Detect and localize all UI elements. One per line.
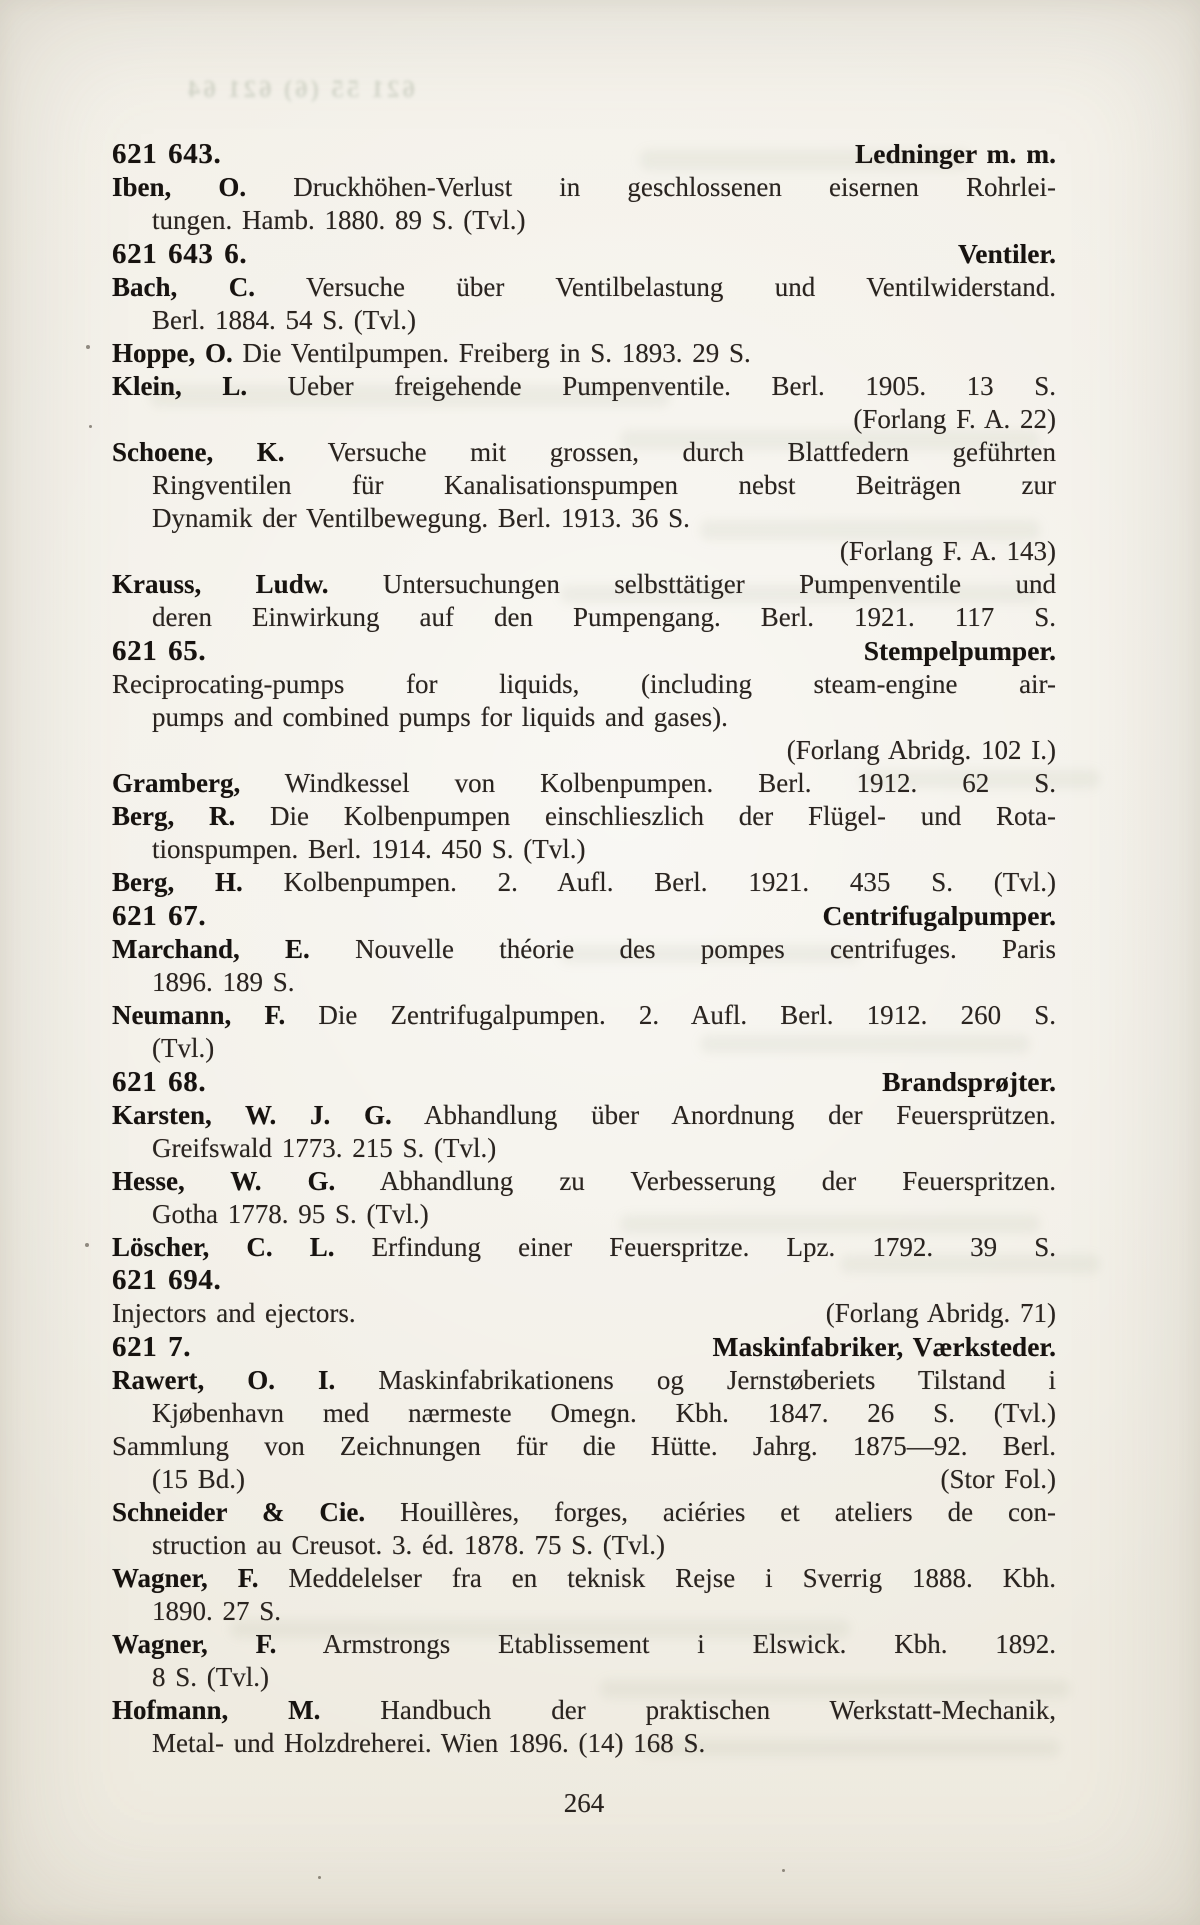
entry-line xyxy=(112,1694,1056,1727)
author-name: Schoene, K. xyxy=(112,437,285,467)
entry-text: 1890. 27 S. xyxy=(152,1596,282,1626)
author-name: Gramberg, xyxy=(112,768,241,798)
entry-text: Metal- und Holzdreherei. Wien 1896. (14) 168 S. xyxy=(152,1728,706,1758)
author-name: Marchand, E. xyxy=(112,934,310,964)
entry-text: Nouvelle théorie des pompes centrifuges. Paris xyxy=(355,934,1056,964)
classification-code: 621 7. xyxy=(112,1331,192,1363)
entry-continuation xyxy=(112,701,1056,734)
entry-text: Sammlung von Zeichnungen für die Hütte. Jahrg. 1875—92. Berl. xyxy=(112,1431,1056,1461)
section-heading xyxy=(112,237,1056,271)
note-text: (Forlang F. A. 22) xyxy=(853,404,1056,434)
entry-text: Reciprocating-pumps for liquids, (including steam-engine air- xyxy=(112,669,1056,699)
section-heading xyxy=(112,1264,1056,1297)
entry-line xyxy=(112,866,1056,899)
ink-speck xyxy=(782,1869,785,1872)
reference-note xyxy=(112,403,1056,436)
entry-text: Houillères, forges, aciéries et ateliers de con- xyxy=(400,1497,1057,1527)
entry-continuation xyxy=(112,1595,1056,1628)
entry-text: Handbuch der praktischen Werkstatt-Mechanik, xyxy=(380,1695,1057,1725)
section-heading xyxy=(112,137,1056,171)
author-name: Neumann, F. xyxy=(112,1000,286,1030)
entry-text: Erfindung einer Feuerspritze. Lpz. 1792. 39 S. xyxy=(371,1232,1057,1262)
entry-continuation xyxy=(112,204,1056,237)
classification-code: 621 68. xyxy=(112,1066,207,1098)
entry-line xyxy=(112,1099,1056,1132)
entry-text: Injectors and ejectors. xyxy=(112,1298,356,1328)
entry-text: Versuche mit grossen, durch Blattfedern geführten xyxy=(327,437,1056,467)
ink-speck xyxy=(86,345,90,349)
entry-text: struction au Creusot. 3. éd. 1878. 75 S. (Tvl.) xyxy=(152,1530,665,1560)
entry-line xyxy=(112,933,1056,966)
note-text: (Forlang Abridg. 102 I.) xyxy=(786,735,1056,765)
entry-continuation xyxy=(112,502,1056,535)
entry-line xyxy=(112,767,1056,800)
entry-line xyxy=(112,436,1056,469)
entry-line xyxy=(112,800,1056,833)
section-heading xyxy=(112,1330,1056,1364)
author-name: Löscher, C. L. xyxy=(112,1232,335,1262)
reference-note xyxy=(112,535,1056,568)
entry-continuation xyxy=(112,304,1056,337)
author-name: Krauss, Ludw. xyxy=(112,569,329,599)
entry-line xyxy=(112,337,1056,370)
catalog-text-block xyxy=(112,137,1056,1760)
entry-text: Dynamik der Ventilbewegung. Berl. 1913. 36 S. xyxy=(152,503,690,533)
page-number: 264 xyxy=(563,1788,605,1818)
entry-text: Windkessel von Kolbenpumpen. Berl. 1912. 62 S. xyxy=(284,768,1056,798)
entry-line xyxy=(112,1165,1056,1198)
ink-speck xyxy=(85,1243,89,1247)
entry-text: (15 Bd.) xyxy=(152,1464,245,1494)
entry-text: Ringventilen für Kanalisationspumpen nebst Beiträgen zur xyxy=(152,470,1056,500)
note-text: (Forlang F. A. 143) xyxy=(839,536,1056,566)
ink-speck xyxy=(89,425,92,428)
ink-speck xyxy=(318,1876,321,1879)
entry-continuation xyxy=(112,1032,1056,1065)
entry-line xyxy=(112,271,1056,304)
author-name: Hofmann, M. xyxy=(112,1695,321,1725)
entry-text: 1896. 189 S. xyxy=(152,967,295,997)
entry-text: Kjøbenhavn med nærmeste Omegn. Kbh. 1847. 26 S. (Tvl.) xyxy=(152,1398,1056,1428)
entry-text: Gotha 1778. 95 S. (Tvl.) xyxy=(152,1199,429,1229)
bleed-through-header: 621 55 (6) 621 64 xyxy=(184,76,415,103)
entry-text: Armstrongs Etablissement i Elswick. Kbh. 1892. xyxy=(322,1629,1057,1659)
entry-text: Untersuchungen selbsttätiger Pumpenventile und xyxy=(382,569,1056,599)
entry-line xyxy=(112,370,1056,403)
author-name: Bach, C. xyxy=(112,272,255,302)
section-heading xyxy=(112,899,1056,933)
entry-line xyxy=(112,1430,1056,1463)
classification-code: 621 65. xyxy=(112,635,207,667)
entry-line xyxy=(112,668,1056,701)
author-name: Karsten, W. J. G. xyxy=(112,1100,392,1130)
entry-text: Versuche über Ventilbelastung und Ventilwiderstand. xyxy=(305,272,1056,302)
entry-line xyxy=(112,1231,1056,1264)
section-heading xyxy=(112,1065,1056,1099)
entry-text: Berl. 1884. 54 S. (Tvl.) xyxy=(152,305,416,335)
entry-continuation xyxy=(112,469,1056,502)
entry-continuation xyxy=(112,1529,1056,1562)
classification-code: 621 694. xyxy=(112,1264,222,1296)
entry-continuation xyxy=(112,601,1056,634)
section-title: Brandsprøjter. xyxy=(882,1066,1056,1097)
author-name: Klein, L. xyxy=(112,371,248,401)
author-name: Iben, O. xyxy=(112,172,247,202)
section-title: Stempelpumper. xyxy=(863,635,1056,666)
section-title: Centrifugalpumper. xyxy=(822,900,1056,931)
classification-code: 621 643. xyxy=(112,138,222,170)
entry-text: 8 S. (Tvl.) xyxy=(152,1662,269,1692)
entry-text: Maskinfabrikationens og Jernstøberiets Tilstand i xyxy=(378,1365,1056,1395)
note-text: (Forlang Abridg. 71) xyxy=(825,1298,1056,1328)
author-name: Berg, R. xyxy=(112,801,236,831)
author-name: Schneider & Cie. xyxy=(112,1497,366,1527)
entry-continuation xyxy=(112,1198,1056,1231)
author-name: Wagner, F. xyxy=(112,1629,277,1659)
entry-continuation xyxy=(112,833,1056,866)
entry-text: Greifswald 1773. 215 S. (Tvl.) xyxy=(152,1133,497,1163)
entry-text: (Tvl.) xyxy=(152,1033,215,1063)
entry-line xyxy=(112,171,1056,204)
entry-text: Kolbenpumpen. 2. Aufl. Berl. 1921. 435 S. (Tvl.) xyxy=(283,867,1056,897)
classification-code: 621 643 6. xyxy=(112,238,248,270)
note-text: (Stor Fol.) xyxy=(940,1464,1056,1494)
entry-text: Abhandlung zu Verbesserung der Feuerspritzen. xyxy=(379,1166,1056,1196)
entry-continuation xyxy=(112,1661,1056,1694)
entry-text: Die Zentrifugalpumpen. 2. Aufl. Berl. 1912. 260 S. xyxy=(318,1000,1057,1030)
entry-continuation xyxy=(112,1727,1056,1760)
section-title: Maskinfabriker, Værksteder. xyxy=(712,1331,1056,1362)
classification-code: 621 67. xyxy=(112,900,207,932)
reference-note xyxy=(112,734,1056,767)
entry-line xyxy=(112,568,1056,601)
entry-line xyxy=(112,1496,1056,1529)
section-title: Ventiler. xyxy=(957,238,1056,269)
entry-line xyxy=(112,999,1056,1032)
entry-split-line xyxy=(112,1297,1056,1330)
entry-line xyxy=(112,1562,1056,1595)
entry-line xyxy=(112,1628,1056,1661)
author-name: Berg, H. xyxy=(112,867,243,897)
entry-text: Abhandlung über Anordnung der Feuersprützen. xyxy=(423,1100,1056,1130)
entry-line xyxy=(112,1364,1056,1397)
entry-text: deren Einwirkung auf den Pumpengang. Berl. 1921. 117 S. xyxy=(152,602,1056,632)
entry-continuation xyxy=(112,1132,1056,1165)
section-title: Ledninger m. m. xyxy=(854,138,1056,169)
entry-continuation xyxy=(112,966,1056,999)
entry-text: Druckhöhen-Verlust in geschlossenen eisernen Rohrlei- xyxy=(293,172,1056,202)
entry-continuation xyxy=(112,1397,1056,1430)
entry-text: Ueber freigehende Pumpenventile. Berl. 1905. 13 S. xyxy=(287,371,1056,401)
section-heading xyxy=(112,634,1056,668)
author-name: Hoppe, O. xyxy=(112,338,233,368)
author-name: Hesse, W. G. xyxy=(112,1166,336,1196)
entry-text: tionspumpen. Berl. 1914. 450 S. (Tvl.) xyxy=(152,834,586,864)
author-name: Rawert, O. I. xyxy=(112,1365,336,1395)
entry-text: Meddelelser fra en teknisk Rejse i Sverrig 1888. Kbh. xyxy=(288,1563,1057,1593)
entry-text: Die Ventilpumpen. Freiberg in S. 1893. 29 S. xyxy=(242,338,751,368)
entry-text: tungen. Hamb. 1880. 89 S. (Tvl.) xyxy=(152,205,526,235)
entry-text: Die Kolbenpumpen einschlieszlich der Flügel- und Rota- xyxy=(270,801,1056,831)
author-name: Wagner, F. xyxy=(112,1563,259,1593)
entry-split-line xyxy=(112,1463,1056,1496)
entry-text: pumps and combined pumps for liquids and gases). xyxy=(152,702,728,732)
